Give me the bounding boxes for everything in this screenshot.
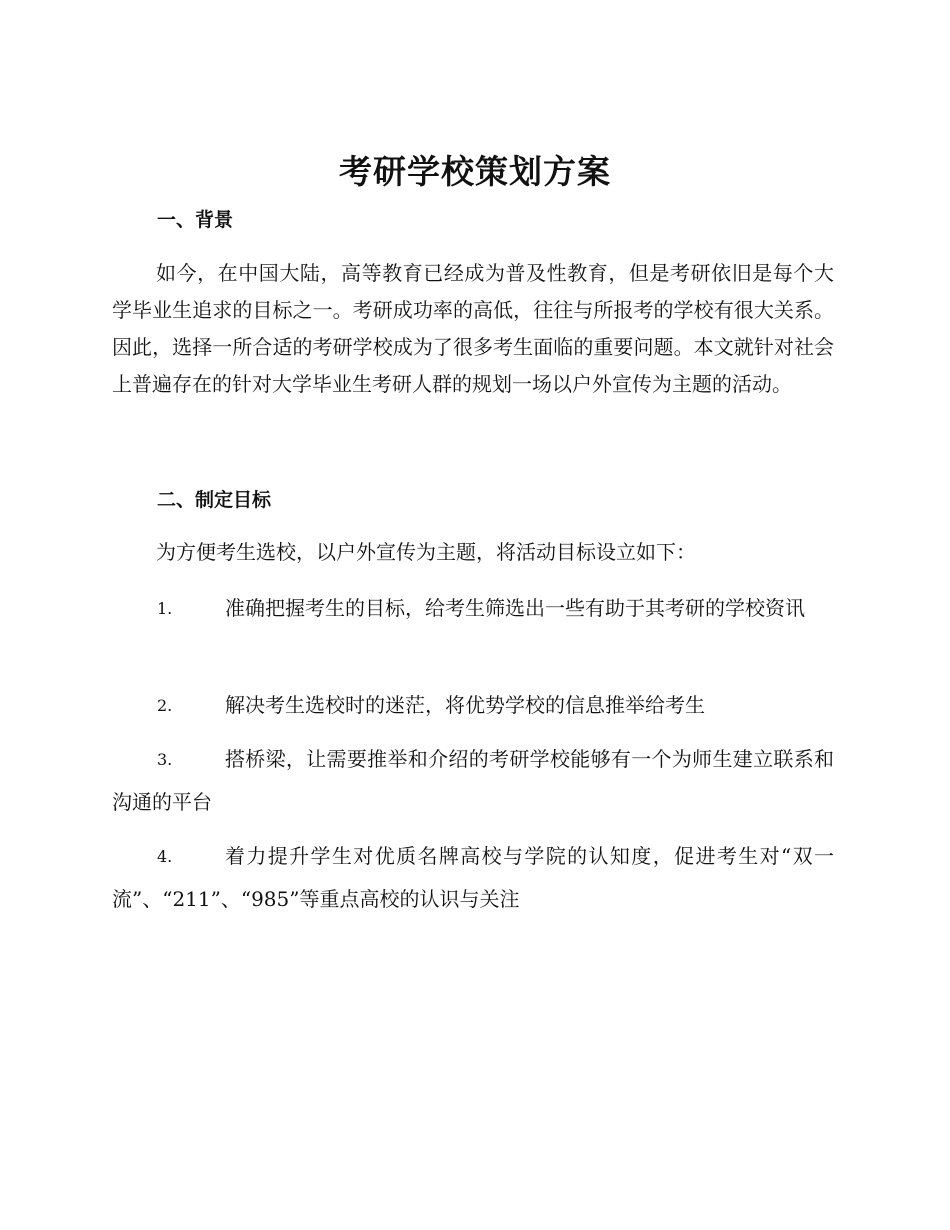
background-paragraph: 如今，在中国大陆，高等教育已经成为普及性教育，但是考研依旧是每个大学毕业生追求的目标之一。考研成功率的高低，往往与所报考的学校有很大关系。因此，选择一所合适的考研学校成为了很多考生面临的重要问题。本文就针对社会上普遍存在的针对大学毕业生考研人群的规划一场以户外宣传为主题的活动。: [112, 261, 834, 396]
goal-item-text: 着力提升学生对优质名牌高校与学院的认知度，促进考生对“双一流”、“211”、“985”等重点高校的认识与关注: [112, 844, 834, 911]
goal-item-1: [112, 587, 834, 630]
goal-item-number: 4.: [157, 847, 173, 866]
section-heading-background: 一、背景: [157, 209, 234, 231]
goal-item-3: [112, 738, 834, 824]
goal-item-4: [112, 835, 834, 921]
goal-item-text: 解决考生选校时的迷茫，将优势学校的信息推举给考生: [225, 693, 705, 717]
goal-item-text: 准确把握考生的目标，给考生筛选出一些有助于其考研的学校资讯: [225, 596, 805, 620]
goal-item-text: 搭桥梁，让需要推举和介绍的考研学校能够有一个为师生建立联系和沟通的平台: [112, 747, 834, 814]
goal-item-number: 2.: [157, 696, 173, 715]
section-heading-goals: 二、制定目标: [157, 489, 272, 511]
goal-item-2: [112, 684, 834, 727]
goal-item-number: 1.: [157, 599, 173, 618]
document-title: 考研学校策划方案: [339, 152, 611, 191]
goal-item-number: 3.: [157, 750, 173, 769]
goals-intro-paragraph: 为方便考生选校，以户外宣传为主题，将活动目标设立如下：: [156, 540, 696, 564]
